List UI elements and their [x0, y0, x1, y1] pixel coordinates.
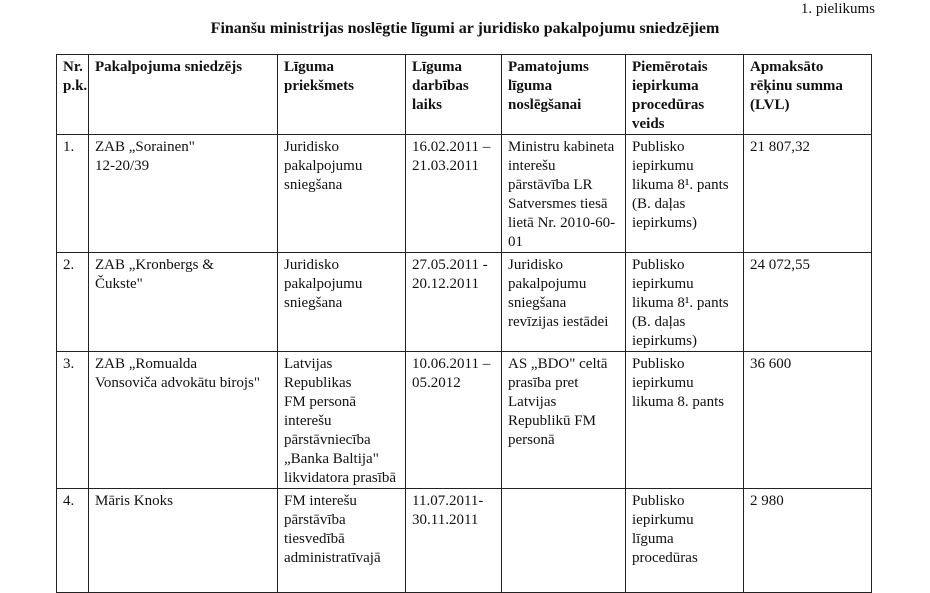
header-procedure: Piemērotais iepirkuma procedūras veids	[626, 55, 744, 135]
table-row	[57, 352, 872, 489]
contracts-table	[56, 54, 872, 593]
cell-procedure: Publisko iepirkumu likuma 8. pants	[626, 352, 744, 489]
cell-nr: 2.	[57, 253, 89, 352]
appendix-label: 1. pielikums	[800, 1, 875, 17]
cell-term: 11.07.2011- 30.11.2011	[406, 489, 502, 593]
cell-amount: 2 980	[744, 489, 872, 593]
header-basis: Pamatojums līguma noslēgšanai	[502, 55, 626, 135]
document-title: Finanšu ministrijas noslēgtie līgumi ar juridisko pakalpojumu sniedzējiem	[210, 20, 720, 37]
cell-nr: 3.	[57, 352, 89, 489]
cell-procedure: Publisko iepirkumu likuma 8¹. pants (B. daļas iepirkums)	[626, 135, 744, 253]
header-term: Līguma darbības laiks	[406, 55, 502, 135]
header-nr: Nr. p.k.	[57, 55, 89, 135]
cell-basis: AS „BDO" celtā prasība pret Latvijas Republikū FM personā	[502, 352, 626, 489]
cell-nr: 1.	[57, 135, 89, 253]
cell-provider: Māris Knoks	[89, 489, 278, 593]
cell-subject: Latvijas Republikas FM personā interešu pārstāvniecība „Banka Baltija" likvidatora prasībā	[278, 352, 406, 489]
cell-provider: ZAB „Romualda Vonsoviča advokātu birojs"	[89, 352, 278, 489]
table-header-row	[57, 55, 872, 135]
cell-amount: 21 807,32	[744, 135, 872, 253]
cell-provider: ZAB „Sorainen" 12-20/39	[89, 135, 278, 253]
table-row	[57, 489, 872, 593]
cell-amount: 36 600	[744, 352, 872, 489]
header-provider: Pakalpojuma sniedzējs	[89, 55, 278, 135]
table-row	[57, 253, 872, 352]
cell-provider: ZAB „Kronbergs & Čukste"	[89, 253, 278, 352]
header-amount: Apmaksāto rēķinu summa (LVL)	[744, 55, 872, 135]
cell-term: 27.05.2011 - 20.12.2011	[406, 253, 502, 352]
cell-term: 16.02.2011 – 21.03.2011	[406, 135, 502, 253]
cell-amount: 24 072,55	[744, 253, 872, 352]
table-row	[57, 135, 872, 253]
cell-nr: 4.	[57, 489, 89, 593]
cell-procedure: Publisko iepirkumu likuma 8¹. pants (B. daļas iepirkums)	[626, 253, 744, 352]
cell-subject: Juridisko pakalpojumu sniegšana	[278, 135, 406, 253]
cell-basis: Juridisko pakalpojumu sniegšana revīzijas iestādei	[502, 253, 626, 352]
header-subject: Līguma priekšmets	[278, 55, 406, 135]
cell-basis: Ministru kabineta interešu pārstāvība LR Satversmes tiesā lietā Nr. 2010-60- 01	[502, 135, 626, 253]
cell-subject: Juridisko pakalpojumu sniegšana	[278, 253, 406, 352]
cell-subject: FM interešu pārstāvība tiesvedībā administratīvajā	[278, 489, 406, 593]
cell-procedure: Publisko iepirkumu līguma procedūras	[626, 489, 744, 593]
cell-term: 10.06.2011 – 05.2012	[406, 352, 502, 489]
cell-basis	[502, 489, 626, 593]
